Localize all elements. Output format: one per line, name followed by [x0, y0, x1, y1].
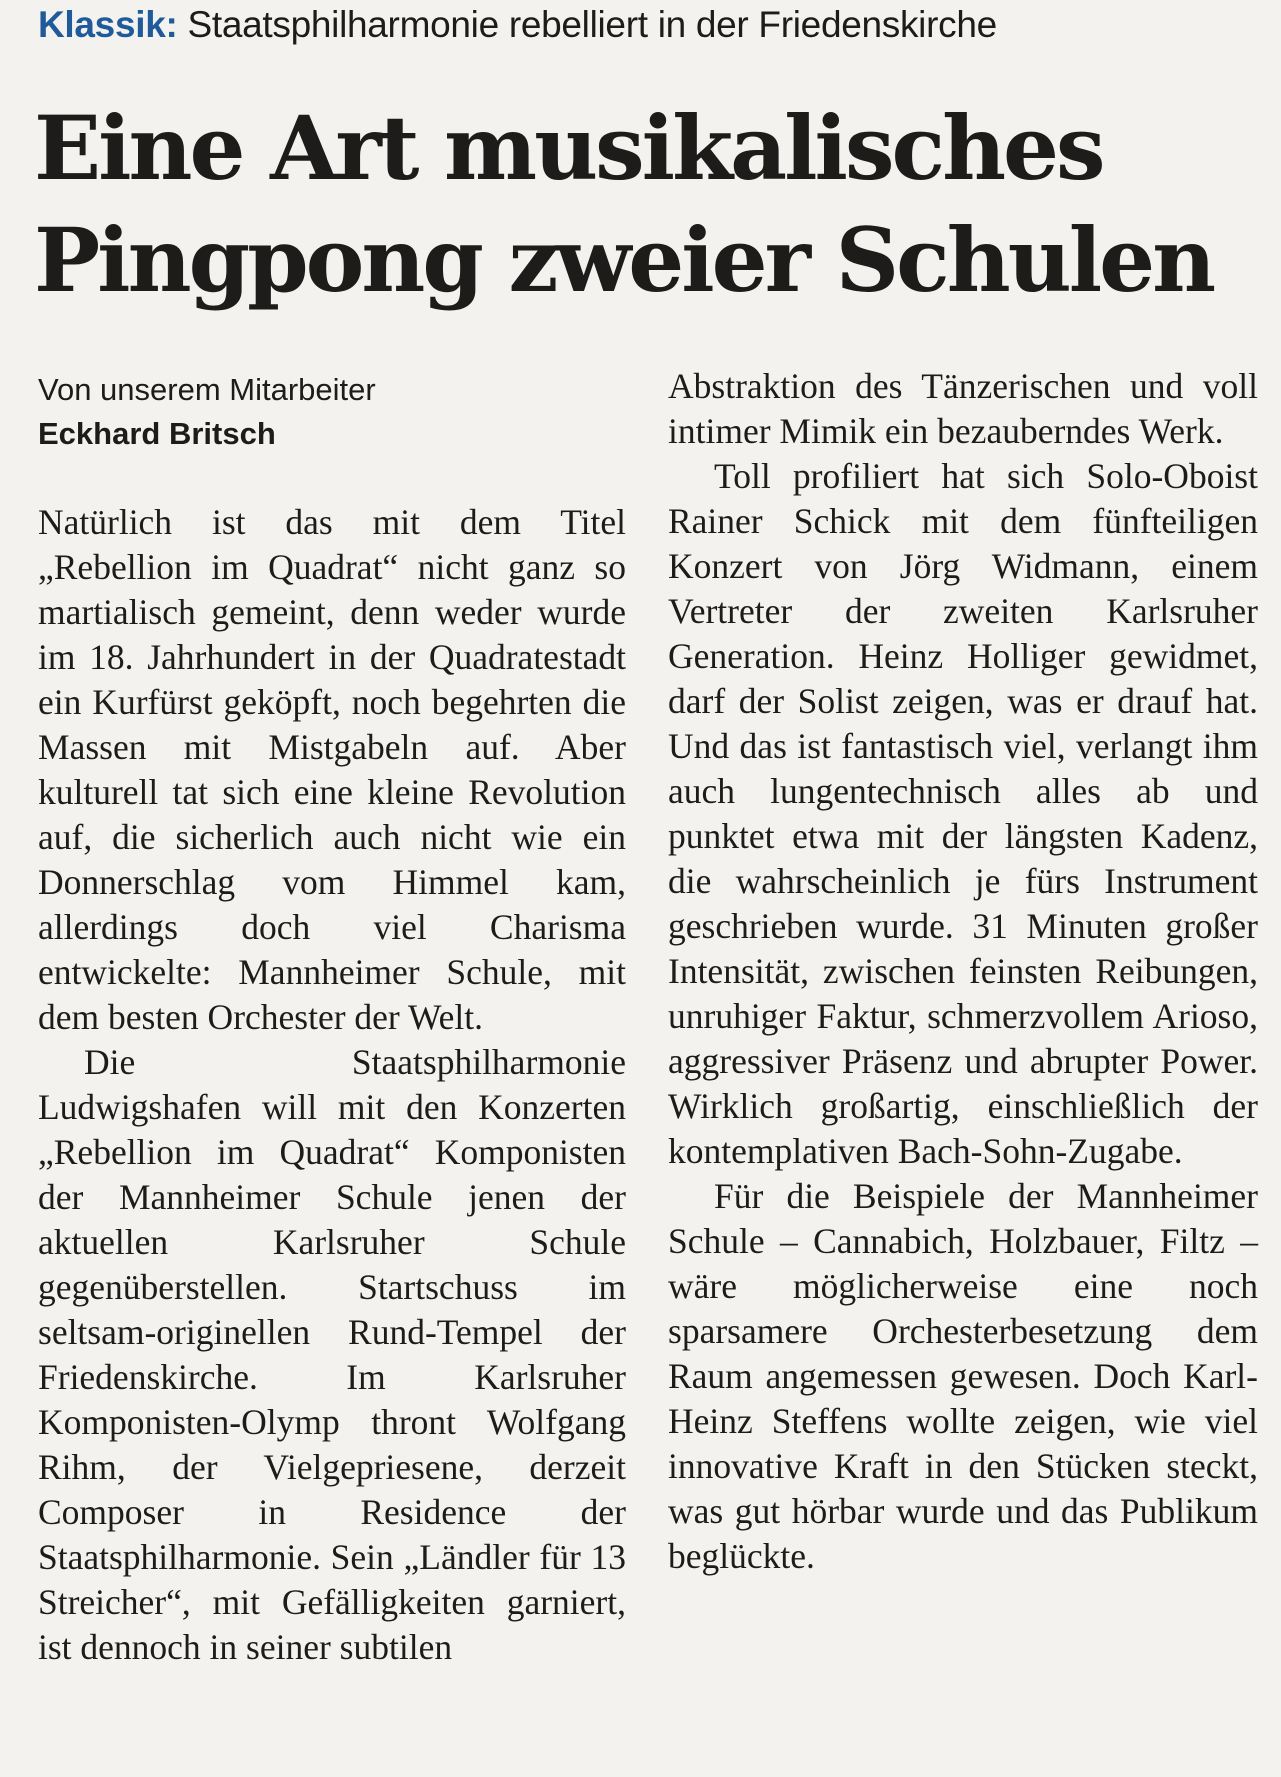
kicker-label: Klassik:: [38, 4, 178, 45]
paragraph: Toll profiliert hat sich Solo-Oboist Rainer Schick mit dem fünfteiligen Konzert von Jörg Widmann, einem Vertreter der zweiten Karlsruher Generation. Heinz Holliger gewidmet, darf der Solist zeigen, was er drauf hat. Und das ist fantastisch viel, verlangt ihm auch lungentechnisch alles ab und punktet etwa mit der längsten Kadenz, die wahrscheinlich je fürs Instrument geschrieben wurde. 31 Minuten großer Intensität, zwischen feinsten Reibungen, unruhiger Faktur, schmerzvollem Arioso, aggressiver Präsenz und abrupter Power. Wirklich großartig, einschließlich der kontemplativen Bach-Sohn-Zugabe.: [668, 456, 1258, 1171]
headline: [34, 92, 1254, 316]
kicker: [38, 0, 997, 50]
paragraph: Abstraktion des Tänzerischen und voll intimer Mimik ein bezauberndes Werk.: [668, 366, 1258, 451]
headline-line-2: Pingpong zweier Schulen: [34, 208, 1214, 312]
byline-author: Eckhard Britsch: [38, 416, 276, 451]
paragraph: Für die Beispiele der Mannheimer Schule – Cannabich, Holzbauer, Filtz – wäre möglicherweise eine noch sparsamere Orchesterbesetzung dem Raum angemessen gewesen. Doch Karl-Heinz Steffens wollte zeigen, wie viel innovative Kraft in den Stücken steckt, was gut hörbar wurde und das Publikum beglückte.: [668, 1176, 1258, 1576]
headline-line-1: Eine Art musikalisches: [34, 96, 1103, 200]
byline: [38, 368, 618, 456]
paragraph: Natürlich ist das mit dem Titel „Rebellion im Quadrat“ nicht ganz so martialisch gemeint, denn weder wurde im 18. Jahrhundert in der Quadratestadt ein Kurfürst geköpft, noch begehrten die Massen mit Mistgabeln auf. Aber kulturell tat sich eine kleine Revolution auf, die sicherlich auch nicht wie ein Donnerschlag vom Himmel kam, allerdings doch viel Charisma entwickelte: Mannheimer Schule, mit dem besten Orchester der Welt.: [38, 502, 626, 1037]
byline-prefix: Von unserem Mitarbeiter: [38, 372, 376, 407]
article-column-left: [38, 500, 626, 1670]
kicker-text: Staatsphilharmonie rebelliert in der Friedenskirche: [187, 4, 997, 45]
paragraph: Die Staatsphilharmonie Ludwigshafen will mit den Konzerten „Rebellion im Quadrat“ Komponisten der Mannheimer Schule jenen der aktuellen Karlsruher Schule gegenüberstellen. Startschuss im seltsam-originellen Rund-Tempel der Friedenskirche. Im Karlsruher Komponisten-Olymp thront Wolfgang Rihm, der Vielgepriesene, derzeit Composer in Residence der Staatsphilharmonie. Sein „Ländler für 13 Streicher“, mit Gefälligkeiten garniert, ist dennoch in seiner subtilen: [38, 1042, 626, 1667]
article-column-right: [668, 364, 1258, 1579]
byline-divider: [38, 465, 608, 467]
